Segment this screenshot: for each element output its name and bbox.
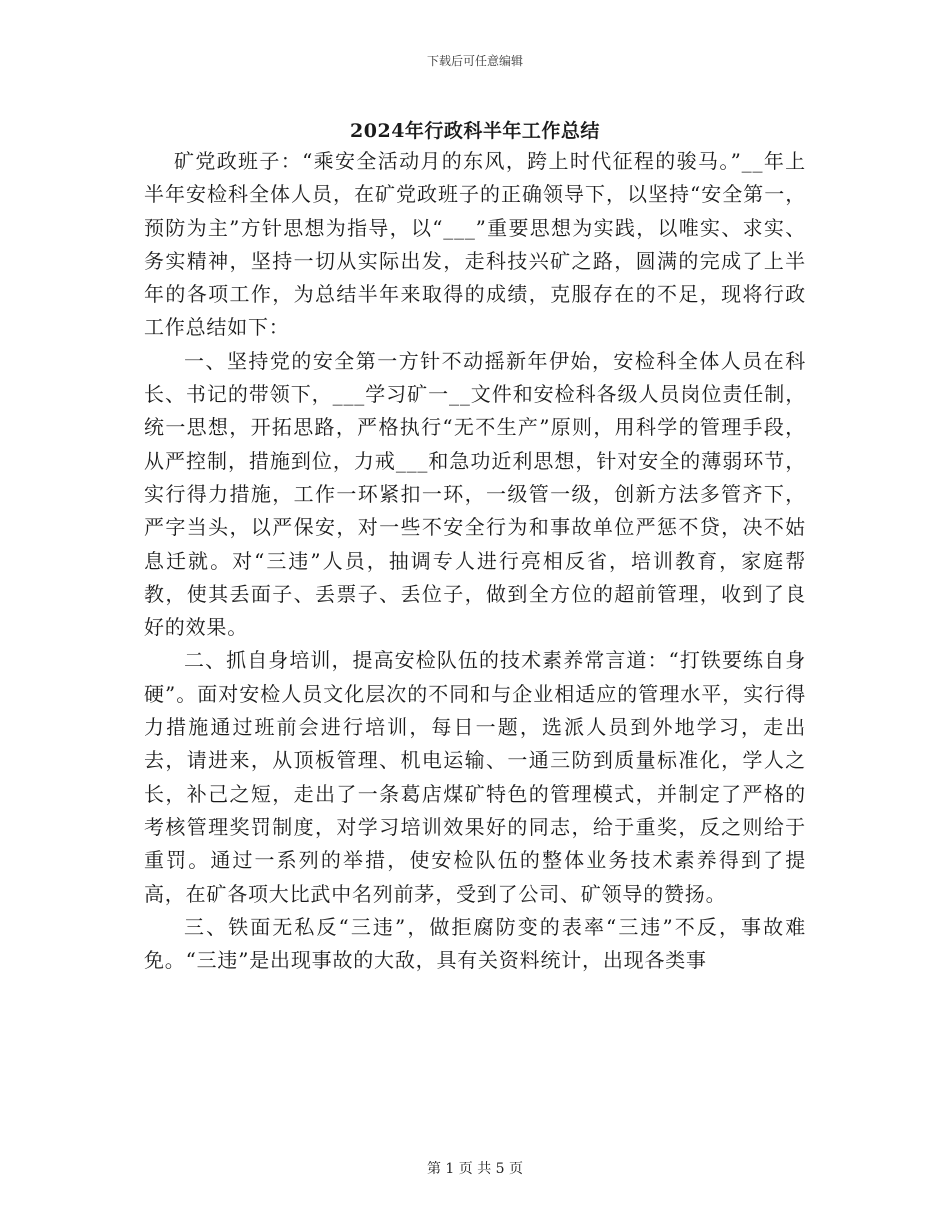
paragraph-section-2: 二、抓自身培训，提高安检队伍的技术素养常言道：“打铁要练自身硬”。面对安检人员文化层次的不同和与企业相适应的管理水平，实行得力措施通过班前会进行培训，每日一题，选派人员到外地学习，走出去，请进来，从顶板管理、机电运输、一通三防到质量标准化，学人之长，补己之短，走出了一条葛店煤矿特色的管理模式，并制定了严格的考核管理奖罚制度，对学习培训效果好的同志，给于重奖，反之则给于重罚。通过一系列的举措，使安检队伍的整体业务技术素养得到了提高，在矿各项大比武中名列前茅，受到了公司、矿领导的赞扬。 <box>144 648 806 906</box>
paragraph-section-3: 三、铁面无私反“三违”，做拒腐防变的表率“三违”不反，事故难免。“三违”是出现事故的大敌，具有关资料统计，出现各类事 <box>144 914 806 973</box>
page-number: 第 1 页 共 5 页 <box>426 1161 524 1177</box>
paragraph-section-1: 一、坚持党的安全第一方针不动摇新年伊始，安检科全体人员在科长、书记的带领下，___学习矿一__文件和安检科各级人员岗位责任制，统一思想，开拓思路，严格执行“无不生产”原则，用科学的管理手段，从严控制，措施到位，力戒___和急功近利思想，针对安全的薄弱环节，实行得力措施，工作一环紧扣一环，一级管一级，创新方法多管齐下，严字当头，以严保安，对一些不安全行为和事故单位严惩不贷，决不姑息迁就。对“三违”人员，抽调专人进行亮相反省，培训教育，家庭帮教，使其丢面子、丢票子、丢位子，做到全方位的超前管理，收到了良好的效果。 <box>144 348 806 640</box>
header-note: 下载后可任意编辑 <box>426 54 523 68</box>
document-body <box>144 145 806 977</box>
paragraph-intro: 矿党政班子：“乘安全活动月的东风，跨上时代征程的骏马。”__年上半年安检科全体人员，在矿党政班子的正确领导下，以坚持“安全第一，预防为主”方针思想为指导，以“___”重要思想为实践，以唯实、求实、务实精神，坚持一切从实际出发，走科技兴矿之路，圆满的完成了上半年的各项工作，为总结半年来取得的成绩，克服存在的不足，现将行政工作总结如下： <box>144 149 806 340</box>
document-title: 2024年行政科半年工作总结 <box>350 120 600 142</box>
